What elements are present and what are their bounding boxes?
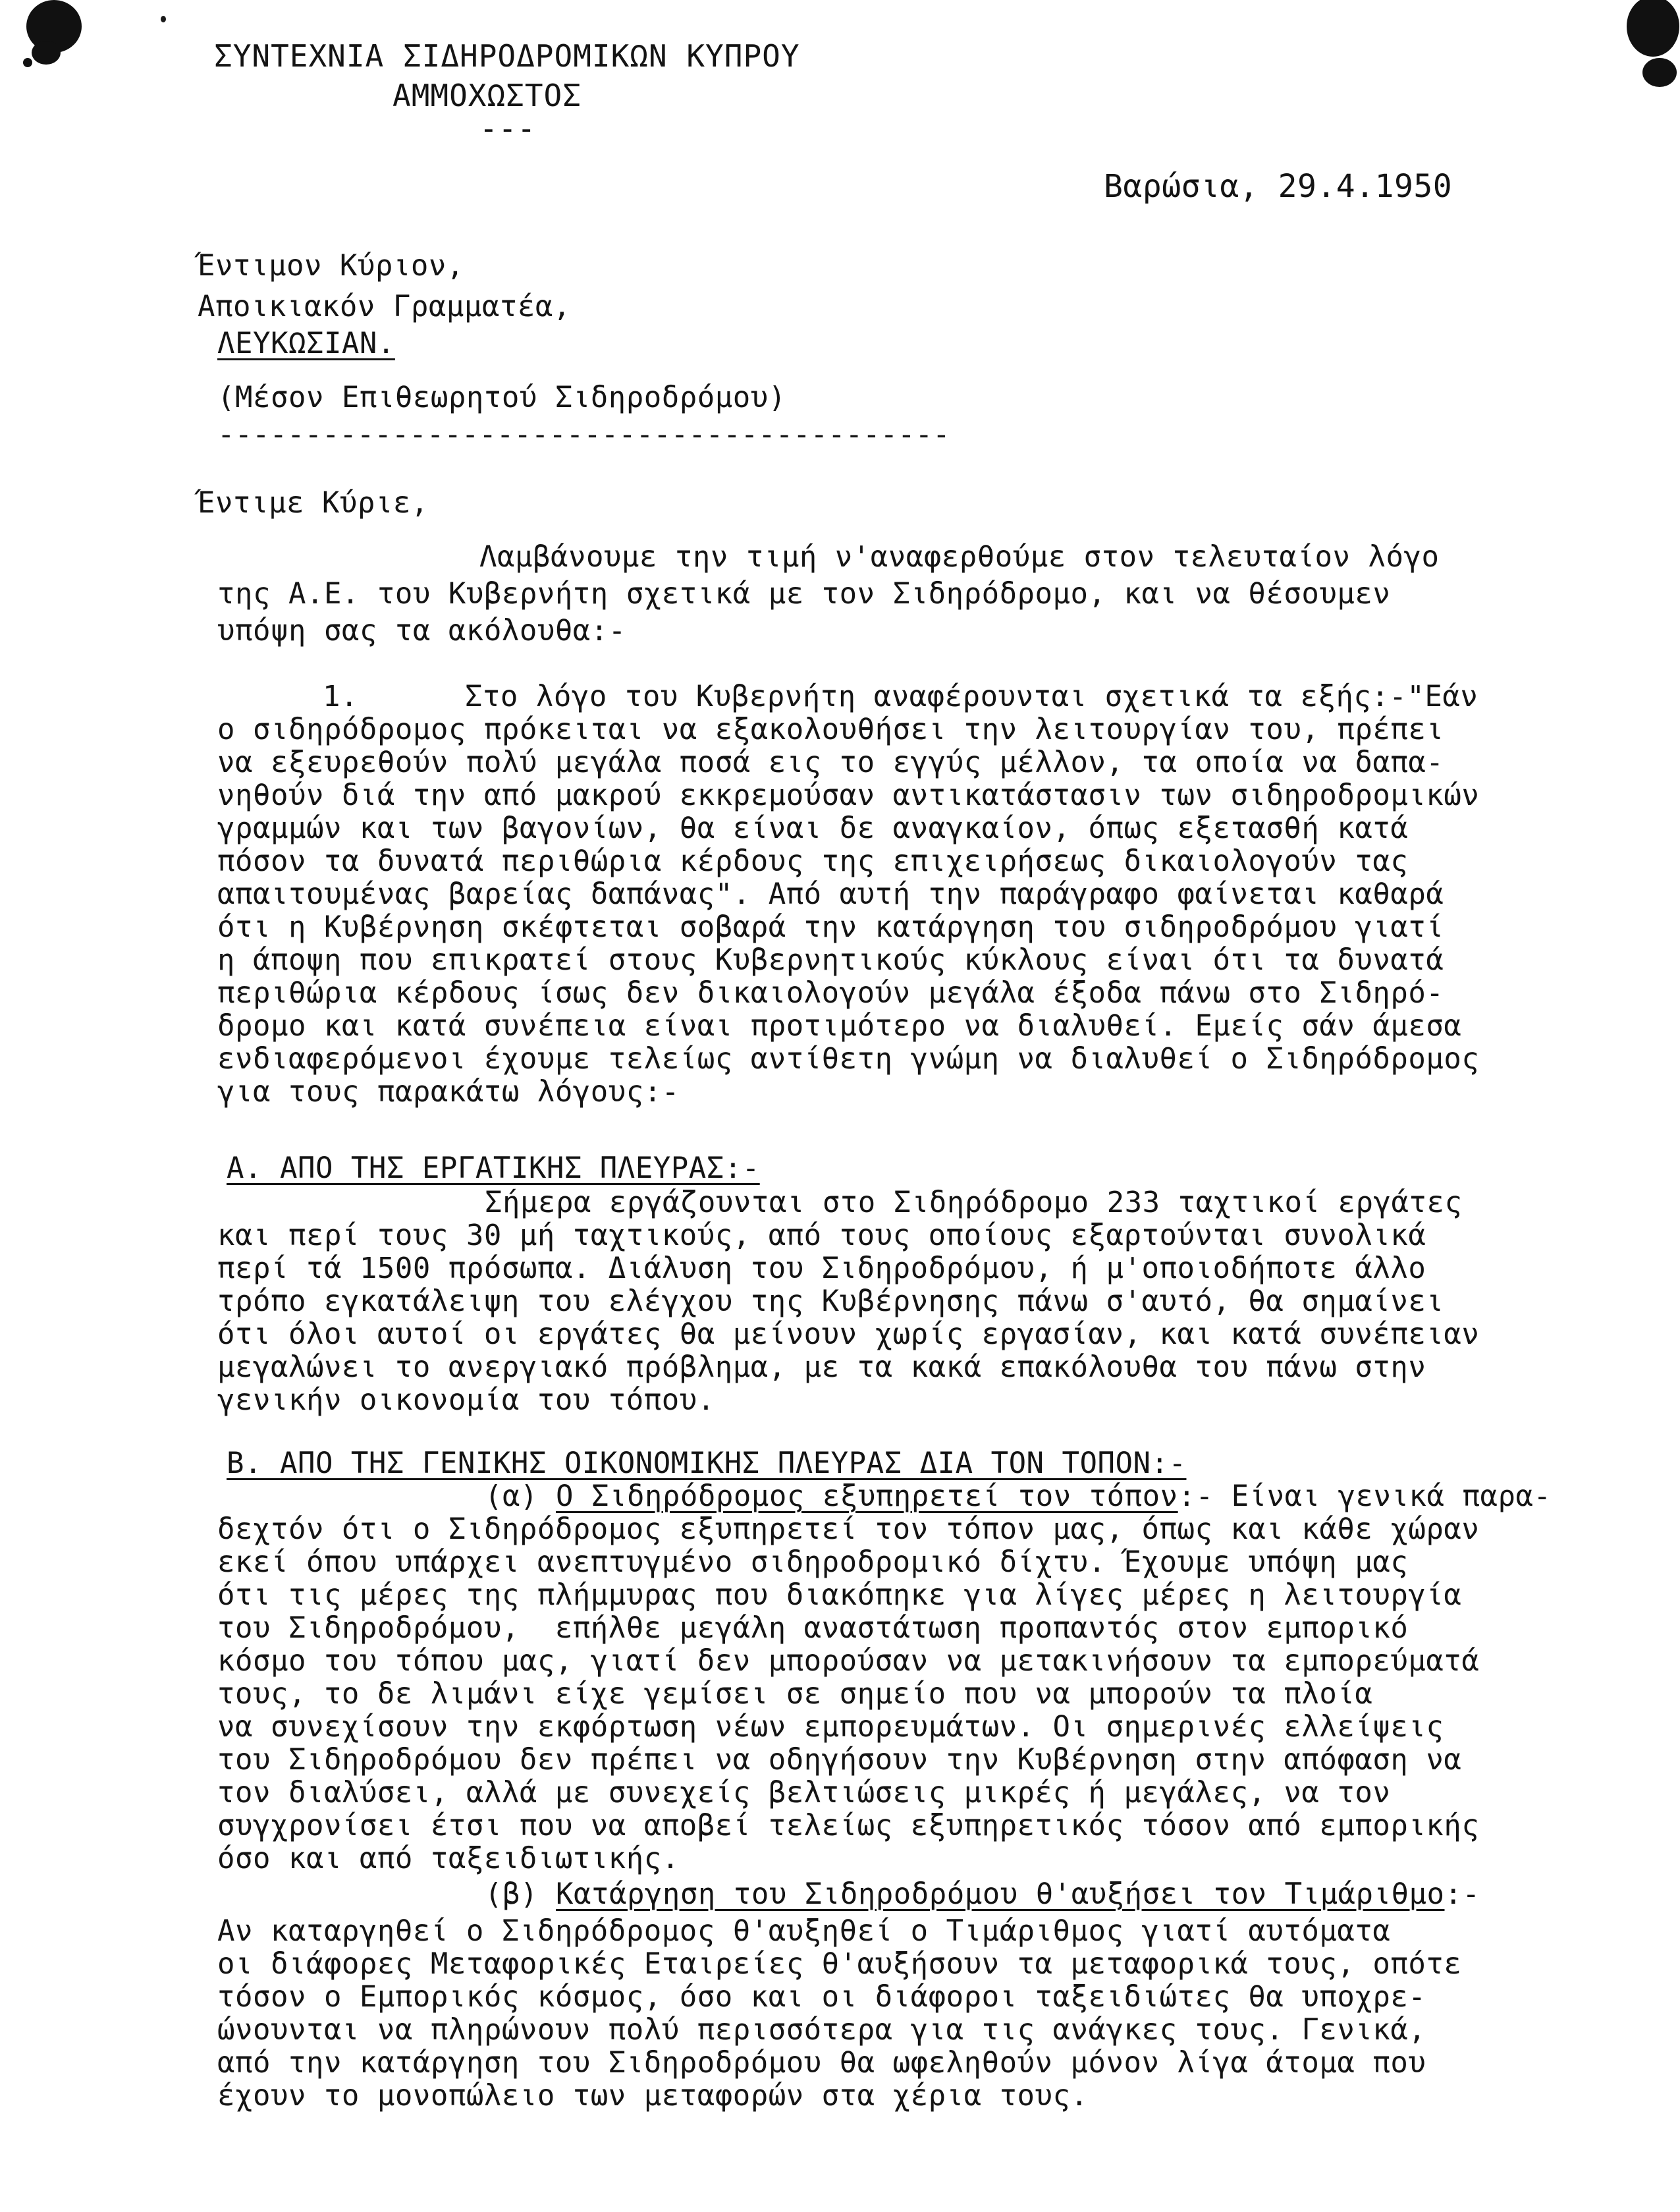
intro-line-3: υπόψη σας τα ακόλουθα:- — [217, 614, 626, 648]
addressee-line-1: Έντιμον Κύριον, — [198, 249, 464, 283]
section-a-line-4: τρόπο εγκατάλειψη του ελέγχου της Κυβέρνησης πάνω σ'αυτό, θα σημαίνει — [217, 1285, 1444, 1318]
section-b-b-line-6: έχουν το μονοπώλειο των μεταφορών στα χέρια τους. — [217, 2079, 1089, 2113]
para1-line-7: απαιτουμένας βαρείας δαπάνας". Από αυτή την παράγραφο φαίνεται καθαρά — [217, 877, 1444, 911]
section-b-b-line-1: Αν καταργηθεί ο Σιδηρόδρομος θ'αυξηθεί ο Τιμάριθμος γιατί αυτόματα — [217, 1914, 1391, 1948]
section-b-b-line-2: οι διάφορες Μεταφορικές Εταιρείες θ'αυξήσουν τα μεταφορικά τους, οπότε — [217, 1947, 1462, 1981]
letterhead-rule: --- — [479, 111, 537, 146]
para1-line-12: ενδιαφερόμενοι έχουμε τελείως αντίθετη γνώμη να διαλυθεί ο Σιδηρόδρομος — [217, 1042, 1480, 1076]
section-b-b-line-3: τόσον ο Εμπορικός κόσμος, όσο και οι διάφοροι ταξειδιώτες θα υποχρε- — [217, 1980, 1426, 2014]
section-a-line-2: και περί τους 30 μή ταχτικούς, από τους οποίους εξαρτούνται συνολικά — [217, 1219, 1426, 1252]
date-line: Βαρώσια, 29.4.1950 — [1104, 168, 1453, 205]
section-b-sub-b-title: Κατάργηση του Σιδηροδρόμου θ'αυξήσει τον Τιμάριθμο — [555, 1877, 1445, 1911]
para1-line-5: γραμμών και των βαγονίων, θα είναι δε αναγκαίον, όπως εξετασθή κατά — [217, 812, 1409, 845]
section-b-a-line-5: κόσμο του τόπου μας, γιατί δεν μπορούσαν να μετακινήσουν τα εμπορεύματά — [217, 1644, 1480, 1678]
para1-line-2: ο σιδηρόδρομος πρόκειται να εξακολουθήσει την λειτουργίαν του, πρέπει — [217, 713, 1444, 746]
section-a-line-7: γενικήν οικονομία του τόπου. — [217, 1383, 715, 1417]
para1-line-3: να εξευρεθούν πολύ μεγάλα ποσά εις το εγγύς μέλλον, τα οποία να δαπα- — [217, 746, 1444, 779]
section-b-a-line-7: να συνεχίσουν την εκφόρτωση νέων εμπορευμάτων. Οι σημερινές ελλείψεις — [217, 1710, 1444, 1744]
ink-blot-top-right — [1607, 0, 1679, 99]
section-b-sub-a-label: (α) — [485, 1479, 538, 1513]
intro-line-2: της Α.Ε. του Κυβερνήτη σχετικά με τον Σιδηρόδρομο, και να θέσουμεν — [217, 577, 1391, 611]
section-a-line-5: ότι όλοι αυτοί οι εργάτες θα μείνουν χωρίς εργασίαν, και κατά συνέπειαν — [217, 1317, 1480, 1351]
para1-line-10: περιθώρια κέρδους ίσως δεν δικαιολογούν μεγάλα έξοδα πάνω στο Σιδηρό- — [217, 976, 1444, 1010]
para1-line-8: ότι η Κυβέρνηση σκέφτεται σοβαρά την κατάργηση του σιδηροδρόμου γιατί — [217, 910, 1444, 944]
section-b-sub-a-tail: :- Είναι γενικά παρα- — [1178, 1479, 1552, 1513]
salutation: Έντιμε Κύριε, — [198, 486, 429, 520]
section-b-a-line-9: τον διαλύσει, αλλά με συνεχείς βελτιώσεις μικρές ή μεγάλες, να τον — [217, 1776, 1391, 1810]
para1-line-4: νηθούν διά την από μακρού εκκρεμούσαν αντικατάστασιν των σιδηροδρομικών — [217, 779, 1480, 812]
section-a-line-6: μεγαλώνει το ανεργιακό πρόβλημα, με τα κακά επακόλουθα του πάνω στην — [217, 1350, 1426, 1384]
section-b-heading: Β. ΑΠΟ ΤΗΣ ΓΕΝΙΚΗΣ ΟΙΚΟΝΟΜΙΚΗΣ ΠΛΕΥΡΑΣ ΔΙΑ ΤΟΝ ΤΟΠΟΝ:- — [227, 1447, 1187, 1480]
letterhead-org: ΣΥΝΤΕΧΝΙΑ ΣΙΔΗΡΟΔΡΟΜΙΚΩΝ ΚΥΠΡΟΥ — [214, 38, 800, 74]
section-b-b-line-5: από την κατάργηση του Σιδηροδρόμου θα ωφεληθούν μόνον λίγα άτομα που — [217, 2046, 1426, 2080]
section-b-sub-b — [485, 1877, 1480, 1911]
section-b-sub-b-tail: :- — [1444, 1877, 1480, 1911]
section-a-heading: Α. ΑΠΟ ΤΗΣ ΕΡΓΑΤΙΚΗΣ ΠΛΕΥΡΑΣ:- — [227, 1151, 760, 1185]
via-line: (Μέσον Επιθεωρητού Σιδηροδρόμου) — [217, 381, 786, 414]
section-b-a-line-2: εκεί όπου υπάρχει ανεπτυγμένο σιδηροδρομικό δίχτυ. Έχουμε υπόψη μας — [217, 1545, 1409, 1579]
section-b-a-line-3: ότι τις μέρες της πλήμμυρας που διακόπηκε για λίγες μέρες η λειτουργία — [217, 1578, 1462, 1612]
section-b-a-line-1: δεχτόν ότι ο Σιδηρόδρομος εξυπηρετεί τον τόπον μας, όπως και κάθε χώραν — [217, 1512, 1480, 1546]
section-b-a-line-6: τους, το δε λιμάνι είχε γεμίσει σε σημείο που να μπορούν τα πλοία — [217, 1677, 1373, 1711]
ink-speck — [161, 16, 166, 22]
para1-line-11: δρομο και κατά συνέπεια είναι προτιμότερο να διαλυθεί. Εμείς σάν άμεσα — [217, 1009, 1462, 1043]
section-b-a-line-11: όσο και από ταξειδιωτικής. — [217, 1842, 680, 1875]
section-b-a-line-10: συγχρονίσει έτσι που να αποβεί τελείως εξυπηρετικός τόσον από εμπορικής — [217, 1809, 1480, 1842]
section-a-line-3: περί τά 1500 πρόσωπα. Διάλυση του Σιδηροδρόμου, ή μ'οποιοδήποτε άλλο — [217, 1252, 1426, 1285]
intro-line-1: Λαμβάνουμε την τιμή ν'αναφερθούμε στον τελευταίον λόγο — [479, 540, 1440, 574]
section-b-a-line-8: του Σιδηροδρόμου δεν πρέπει να οδηγήσουν την Κυβέρνηση στην απόφαση να — [217, 1743, 1462, 1777]
section-b-a-line-4: του Σιδηροδρόμου, επήλθε μεγάλη αναστάτωση προπαντός στον εμπορικό — [217, 1611, 1409, 1645]
ink-blot-top-left — [13, 0, 92, 72]
para1-line-13: για τους παρακάτω λόγους:- — [217, 1075, 680, 1109]
via-rule: ------------------------------------------ — [217, 418, 950, 451]
letterhead-city: ΑΜΜΟΧΩΣΤΟΣ — [393, 78, 582, 113]
section-b-sub-b-label: (β) — [485, 1877, 538, 1911]
para1-line-9: η άποψη που επικρατεί στους Κυβερνητικούς κύκλους είναι ότι τα δυνατά — [217, 943, 1444, 977]
section-b-sub-a — [485, 1479, 1551, 1513]
section-b-b-line-4: ώνουνται να πληρώνουν πολύ περισσότερα για τις ανάγκες τους. Γενικά, — [217, 2013, 1426, 2047]
addressee-line-3: ΛΕΥΚΩΣΙΑΝ. — [217, 327, 395, 360]
para1-line-1: 1. Στο λόγο του Κυβερνήτη αναφέρουνται σχετικά τα εξής:-"Εάν — [323, 680, 1478, 713]
section-b-sub-a-title: Ο Σιδηρόδρομος εξυπηρετεί τον τόπον — [555, 1479, 1178, 1513]
addressee-line-2: Αποικιακόν Γραμματέα, — [198, 290, 571, 323]
section-a-line-1: Σήμερα εργάζουνται στο Σιδηρόδρομο 233 ταχτικοί εργάτες — [485, 1186, 1463, 1219]
para1-line-6: πόσον τα δυνατά περιθώρια κέρδους της επιχειρήσεως δικαιολογούν τας — [217, 844, 1409, 878]
